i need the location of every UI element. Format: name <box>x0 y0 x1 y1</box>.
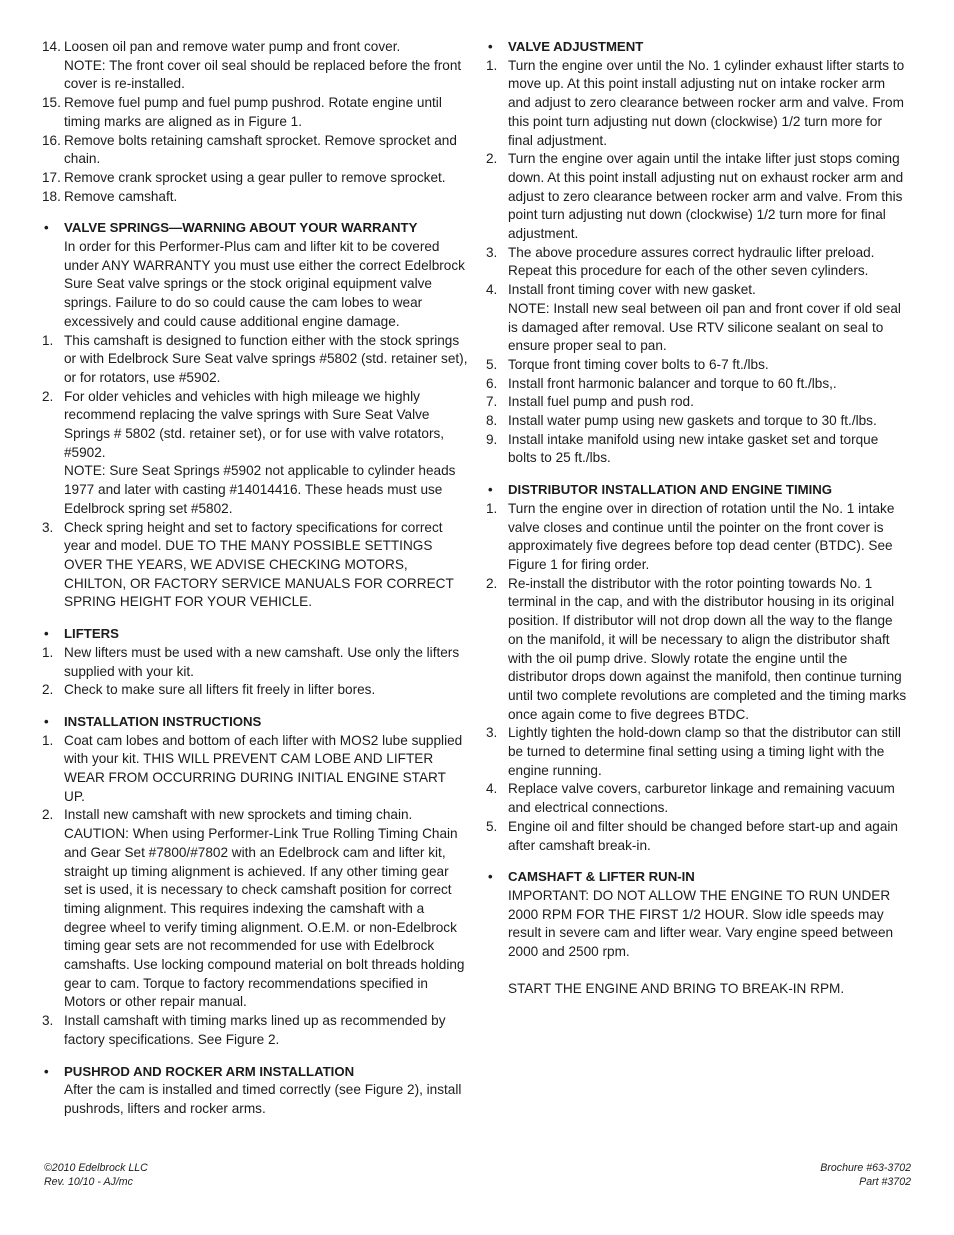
item-text: Install intake manifold using new intake gasket set and torque bolts to 25 ft./lbs. <box>508 431 879 466</box>
item-text: Coat cam lobes and bottom of each lifter with MOS2 lube supplied with your kit. THIS WILL PREVENT CAM LOBE AND LIFTER WEAR FROM OCCURRING DURING INITIAL ENGINE START UP. <box>64 732 463 804</box>
item-number: 9. <box>486 431 498 447</box>
item-number: 1. <box>42 644 54 660</box>
item-text: Check spring height and set to factory specifications for correct year and model. DUE TO THE MANY POSSIBLE SETTINGS OVER THE YEARS, WE ADVISE CHECKING MOTORS, CHILTON, OR FACTORY SERVICE MANUALS FOR CORRECT SPRING HEIGHT FOR YOUR VEHICLE. <box>64 519 454 610</box>
heading-text: INSTALLATION INSTRUCTIONS <box>64 713 262 729</box>
list-item <box>42 732 468 807</box>
item-number: 1. <box>42 332 54 348</box>
item-text: The above procedure assures correct hydraulic lifter preload. Repeat this procedure for each of the other seven cylinders. <box>508 244 875 279</box>
item-text: Remove bolts retaining camshaft sprocket. Remove sprocket and chain. <box>64 132 457 167</box>
item-note: NOTE: Sure Seat Springs #5902 not applicable to cylinder heads 1977 and later with casting #14014416. These heads must use Edelbrock spring set #5802. <box>64 463 456 516</box>
important-note: IMPORTANT: DO NOT ALLOW THE ENGINE TO RUN UNDER 2000 RPM FOR THE FIRST 1/2 HOUR. Slow idle speeds may result in severe cam and lifter wear. Vary engine speed between 2000 and 2500 rpm. <box>508 887 894 960</box>
right-column <box>486 38 910 1012</box>
footer-left <box>44 1161 148 1189</box>
run-in-section <box>486 868 910 999</box>
item-number: 5. <box>486 356 498 372</box>
section-heading <box>486 38 910 57</box>
item-text: Turn the engine over again until the intake lifter just stops coming down. At this point install adjusting nut on exhaust rocker arm and adjust to zero clearance between rocker arm and valve. From this point turn adjusting nut down (clockwise) 1/2 turn more for final adjustment. <box>508 151 904 242</box>
list-item <box>486 818 910 855</box>
start-instruction: START THE ENGINE AND BRING TO BREAK-IN RPM. <box>508 981 845 997</box>
section-intro: In order for this Performer-Plus cam and lifter kit to be covered under ANY WARRANTY you must use either the correct Edelbrock Sure Seat valve springs or the stock original equipment valve springs. Failure to do so could cause the cam lobes to wear excessively and could cause additional engine damage. <box>64 239 465 329</box>
item-number: 3. <box>486 725 498 741</box>
item-number: 14. <box>42 39 61 54</box>
item-text: Check to make sure all lifters fit freely in lifter bores. <box>64 682 376 698</box>
item-number: 2. <box>42 807 54 823</box>
item-text: This camshaft is designed to function either with the stock springs or with Edelbrock Sure Seat valve springs #5802 (std. retainer set), or for rotators, use #5902. <box>64 332 468 385</box>
list-item <box>42 94 468 131</box>
item-note: NOTE: The front cover oil seal should be replaced before the front cover is re-installed. <box>64 57 462 92</box>
brochure-number: Brochure #63-3702 <box>820 1162 911 1174</box>
list-item <box>42 132 468 169</box>
item-number: 2. <box>486 575 498 591</box>
item-number: 18. <box>42 188 61 204</box>
heading-text: PUSHROD AND ROCKER ARM INSTALLATION <box>64 1063 355 1079</box>
list-item <box>486 375 910 394</box>
item-number: 2. <box>486 151 498 167</box>
section-intro: After the cam is installed and timed correctly (see Figure 2), install pushrods, lifters and rocker arms. <box>64 1082 462 1116</box>
item-number: 17. <box>42 169 61 185</box>
section-heading <box>42 713 468 732</box>
section-heading <box>486 481 910 500</box>
item-text: Replace valve covers, carburetor linkage and remaining vacuum and electrical connections. <box>508 781 895 816</box>
section-heading <box>42 1063 468 1082</box>
item-number: 2. <box>42 388 54 404</box>
revision: Rev. 10/10 - AJ/mc <box>44 1176 133 1188</box>
bullet-icon: • <box>488 869 493 885</box>
heading-text: DISTRIBUTOR INSTALLATION AND ENGINE TIMING <box>508 482 833 498</box>
item-number: 1. <box>42 732 54 748</box>
list-item <box>486 356 910 375</box>
item-text: Install fuel pump and push rod. <box>508 394 694 410</box>
bullet-icon: • <box>44 220 49 236</box>
list-item <box>42 388 468 519</box>
item-text: New lifters must be used with a new camshaft. Use only the lifters supplied with your kit. <box>64 644 460 679</box>
list-item <box>42 1012 468 1049</box>
distributor-section <box>486 481 910 855</box>
item-note: CAUTION: When using Performer-Link True Rolling Timing Chain and Gear Set #7800/#7802 with an Edelbrock cam and lifter kit, straight up timing alignment is achieved. If any other timing gear set is used, it is necessary to check camshaft position for correct timing alignment. This requires indexing the camshaft with a degree wheel to verify timing alignment. O.E.M. or non-Edelbrock timing gear sets are not recommended for use with Edelbrock camshafts. Use locking compound material on bolt threads holding gear to cam. Torque to factory recommendations specified in Motors or other repair manual. <box>64 826 465 1010</box>
list-item <box>486 244 910 281</box>
bullet-icon: • <box>44 713 49 729</box>
left-column <box>42 38 468 1132</box>
item-number: 3. <box>486 244 498 260</box>
spacer <box>486 962 910 981</box>
item-text: Remove crank sprocket using a gear puller to remove sprocket. <box>64 169 446 185</box>
list-item <box>42 169 468 188</box>
copyright: ©2010 Edelbrock LLC <box>44 1162 148 1174</box>
item-number: 7. <box>486 394 498 410</box>
list-item <box>486 575 910 725</box>
bullet-icon: • <box>488 482 493 498</box>
list-item <box>486 724 910 780</box>
item-note: NOTE: Install new seal between oil pan and front cover if old seal is damaged after removal. Use RTV silicone sealant on seal to ensure proper seal to pan. <box>508 300 901 354</box>
item-number: 4. <box>486 781 498 797</box>
item-text: Install front timing cover with new gasket. <box>508 282 756 298</box>
valve-adjustment-section <box>486 38 910 468</box>
item-text: Turn the engine over until the No. 1 cylinder exhaust lifter starts to move up. At this point install adjusting nut on intake rocker arm and adjust to zero clearance between rocker arm and valve. From this point turn adjusting nut down (clockwise) 1/2 turn more for final adjustment. <box>508 57 905 148</box>
section-heading <box>42 625 468 644</box>
item-text: Install camshaft with timing marks lined up as recommended by factory specifications. See Figure 2. <box>64 1013 446 1047</box>
bullet-icon: • <box>488 39 493 54</box>
list-item <box>42 644 468 681</box>
list-item <box>42 519 468 613</box>
lifters-section <box>42 625 468 700</box>
item-number: 16. <box>42 132 61 148</box>
item-number: 4. <box>486 282 498 298</box>
item-text: Torque front timing cover bolts to 6-7 ft./lbs. <box>508 356 769 372</box>
pushrod-section <box>42 1063 468 1119</box>
item-text: Remove fuel pump and fuel pump pushrod. Rotate engine until timing marks are aligned as in Figure 1. <box>64 95 442 129</box>
item-text: For older vehicles and vehicles with high mileage we highly recommend replacing the valve springs with Sure Seat Valve Springs # 5802 (std. retainer set), or for use with valve rotators, #5902. <box>64 388 445 460</box>
footer-right <box>820 1161 911 1189</box>
list-item <box>42 681 468 700</box>
item-number: 15. <box>42 95 61 111</box>
item-text: Remove camshaft. <box>64 188 178 204</box>
valve-springs-section <box>42 219 468 612</box>
part-number: Part #3702 <box>859 1176 911 1188</box>
list-item <box>486 412 910 431</box>
item-number: 6. <box>486 375 498 391</box>
section-heading <box>486 868 910 887</box>
item-text: Install front harmonic balancer and torque to 60 ft./lbs,. <box>508 375 837 391</box>
heading-text: CAMSHAFT & LIFTER RUN-IN <box>508 869 695 885</box>
item-text: Loosen oil pan and remove water pump and front cover. <box>64 39 401 54</box>
item-number: 1. <box>486 500 498 516</box>
list-item <box>486 431 910 468</box>
item-text: Re-install the distributor with the rotor pointing towards No. 1 terminal in the cap, and with the distributor housing in its original position. If distributor will not drop down all the way to the flange on the manifold, it will be necessary to align the distributor shaft with the oil pump drive. Slowly rotate the engine until the distributor drops down against the manifold, then continue turning until two complete revolutions are completed and the timing marks once again come to five degrees BTDC. <box>508 575 907 722</box>
installation-section <box>42 713 468 1050</box>
item-text: Install water pump using new gaskets and torque to 30 ft./lbs. <box>508 413 877 429</box>
bullet-icon: • <box>44 626 49 642</box>
heading-text: LIFTERS <box>64 626 119 642</box>
list-item <box>42 332 468 388</box>
item-number: 1. <box>486 57 498 73</box>
list-item <box>486 57 910 151</box>
item-number: 3. <box>42 1013 54 1029</box>
section-heading <box>42 219 468 238</box>
list-item <box>486 393 910 412</box>
removal-steps <box>42 38 468 206</box>
bullet-icon: • <box>44 1063 49 1079</box>
item-number: 2. <box>42 682 54 698</box>
list-item <box>486 150 910 244</box>
list-item <box>486 780 910 817</box>
list-item <box>486 281 910 356</box>
list-item <box>42 188 468 207</box>
item-text: Install new camshaft with new sprockets and timing chain. <box>64 807 413 823</box>
list-item <box>42 806 468 1012</box>
item-number: 8. <box>486 413 498 429</box>
heading-text: VALVE ADJUSTMENT <box>508 39 644 54</box>
heading-text: VALVE SPRINGS—WARNING ABOUT YOUR WARRANTY <box>64 220 418 236</box>
item-text: Engine oil and filter should be changed before start-up and again after camshaft break-in. <box>508 818 898 853</box>
item-text: Turn the engine over in direction of rotation until the No. 1 intake valve closes and continue until the pointer on the front cover is approximately five degrees before top dead center (BTDC). See Figure 1 for firing order. <box>508 500 895 572</box>
item-text: Lightly tighten the hold-down clamp so that the distributor can still be turned to determine final setting using a timing light with the engine running. <box>508 725 901 778</box>
item-number: 3. <box>42 519 54 535</box>
list-item <box>42 38 468 94</box>
list-item <box>486 500 910 575</box>
item-number: 5. <box>486 818 498 834</box>
